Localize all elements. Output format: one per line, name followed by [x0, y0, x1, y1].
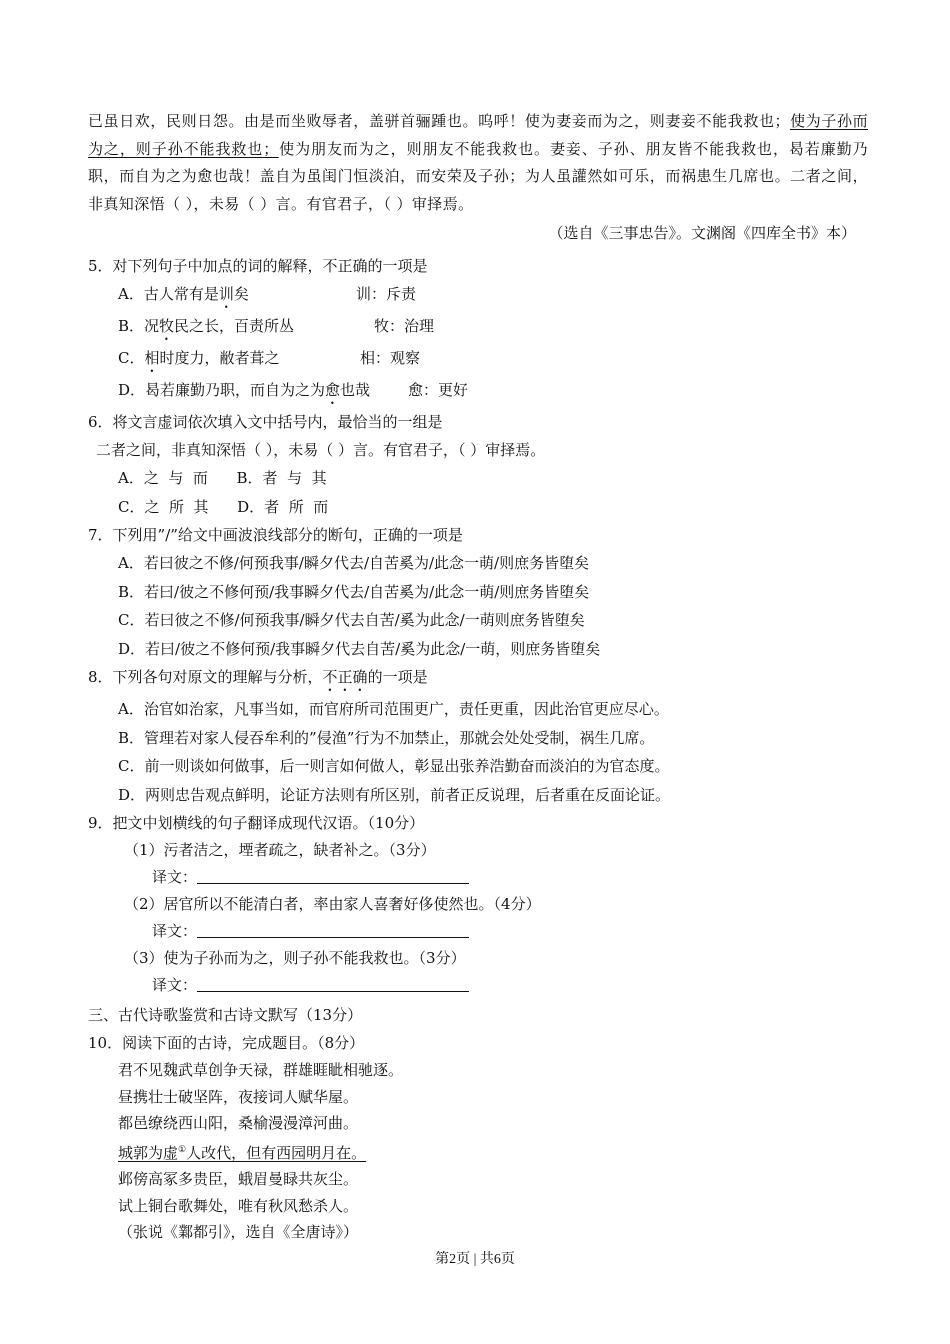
passage-underlined-sentence: 使为子孙而为之，则子孙不能我救也；	[88, 112, 868, 158]
poem-line-1: 君不见魏武草创争天禄，群雄睚眦相驰逐。	[118, 1061, 404, 1079]
answer-line[interactable]	[197, 975, 469, 992]
question-5-option-c: C．相时度力，敝者葺之 相：观察	[118, 349, 421, 367]
question-9-answer-3: 译文：	[88, 972, 868, 999]
question-5-option-b: B．况牧民之长，百责所丛 牧：治理	[118, 317, 435, 335]
passage-text-2: 使为朋友而为之，则朋友不能我救也。妻妾、子孙、朋友皆不能我救也，曷若廉勤乃职，而自为之为愈也哉！盖自为虽闺门恒淡泊，而安荣及子孙；为人虽讙然如可乐，而祸患生几席也。二者之间，非真知深悟（ ），未易（ ）言。有官君子，（ ）审择焉。	[88, 139, 868, 213]
section-3-heading: 三、古代诗歌鉴赏和古诗文默写（13分）	[88, 1006, 363, 1024]
poem-line-6: 试上铜台歌舞处，唯有秋风愁杀人。	[118, 1196, 359, 1215]
question-9-item-3: （3）使为子孙而为之，则子孙不能我救也。（3分）	[124, 949, 466, 967]
poem-line-2: 昼携壮士破坚阵，夜接词人赋华屋。	[118, 1087, 359, 1106]
passage	[88, 108, 868, 218]
question-9-answer-2: 译文：	[88, 918, 868, 945]
question-6-quote: 二者之间，非真知深悟（ ），未易（ ）言。有官君子，（ ）审择焉。	[96, 441, 546, 459]
question-7-option-a: A．若曰彼之不修/何预我事/瞬夕代去/自苦奚为/此念一萌/则庶务皆堕矣	[118, 554, 590, 572]
question-9-stem: 9．把文中划横线的句子翻译成现代汉语。（10分）	[88, 814, 425, 832]
footnote-marker: ①	[178, 1144, 187, 1155]
page-footer: 第2页 | 共6页	[435, 1252, 515, 1267]
question-9-item-1: （1）污者洁之，堙者疏之，缺者补之。（3分）	[124, 841, 436, 859]
poem-line-4: 城郭为虚①人改代，但有西园明月在。	[118, 1143, 367, 1162]
answer-line[interactable]	[197, 867, 469, 884]
question-5-stem: 5．对下列句子中加点的词的解释，不正确的一项是	[88, 257, 428, 275]
answer-line[interactable]	[197, 921, 469, 938]
question-5-option-a: A．古人常有是训矣 训：斥责	[118, 285, 417, 303]
question-10-stem: 10．阅读下面的古诗，完成题目。（8分）	[88, 1034, 365, 1052]
question-7-option-b: B．若曰/彼之不修何预/我事瞬夕代去/自苦奚为/此念一萌/则庶务皆堕矣	[118, 582, 590, 601]
question-7-option-d: D．若曰/彼之不修何预/我事瞬夕代去自苦/奚为此念/一萌，则庶务皆堕矣	[118, 639, 601, 658]
question-9-item-2: （2）居官所以不能清白者，率由家人喜奢好侈使然也。（4分）	[124, 895, 541, 913]
question-7-option-c: C．若曰彼之不修/何预我事/瞬夕代去自苦/奚为此念/一萌则庶务皆堕矣	[118, 611, 585, 629]
question-9-answer-1: 译文：	[88, 864, 868, 891]
poem-source: （张说《鄴都引》，选自《全唐诗》）	[118, 1223, 359, 1241]
question-8-stem: 8．下列各句对原文的理解与分析，不正确的一项是	[88, 668, 428, 686]
poem-line-5: 邺傍高冢多贵臣，蛾眉曼睩共灰尘。	[118, 1170, 359, 1188]
exam-page	[88, 108, 868, 1246]
question-7-stem: 7．下列用”/”给文中画波浪线部分的断句，正确的一项是	[88, 526, 463, 544]
question-8-option-a: A．治官如治家，凡事当如，而官府所司范围更广，责任更重，因此治官更应尽心。	[118, 700, 669, 718]
question-8-option-b: B．管理若对家人侵吞牟利的”侵渔”行为不加禁止，那就会处处受制，祸生几席。	[118, 728, 655, 747]
passage-source: （选自《三事忠告》。文渊阁《四库全书》本）	[548, 224, 856, 242]
poem-line-3: 都邑缭绕西山阳，桑榆漫漫漳河曲。	[118, 1114, 359, 1132]
question-8-option-c: C．前一则谈如何做事，后一则言如何做人，彰显出张养浩勤奋而淡泊的为官态度。	[118, 757, 670, 775]
passage-text-1: 已虽日欢，民则日怨。由是而坐败辱者，盖骈首骊踵也。呜呼！使为妻妾而为之，则妻妾不能我救也；	[88, 112, 790, 130]
question-6-options-row-1: A．之 与 而 B．者 与 其	[118, 469, 327, 487]
question-6-options-row-2: C．之 所 其 D．者 所 而	[118, 497, 329, 516]
question-8-option-d: D．两则忠告观点鲜明，论证方法则有所区别，前者正反说理，后者重在反面论证。	[118, 785, 671, 804]
question-6-stem: 6．将文言虚词依次填入文中括号内，最恰当的一组是	[88, 413, 443, 431]
question-5-option-d: D．曷若廉勤乃职，而自为之为愈也哉 愈：更好	[118, 381, 469, 399]
